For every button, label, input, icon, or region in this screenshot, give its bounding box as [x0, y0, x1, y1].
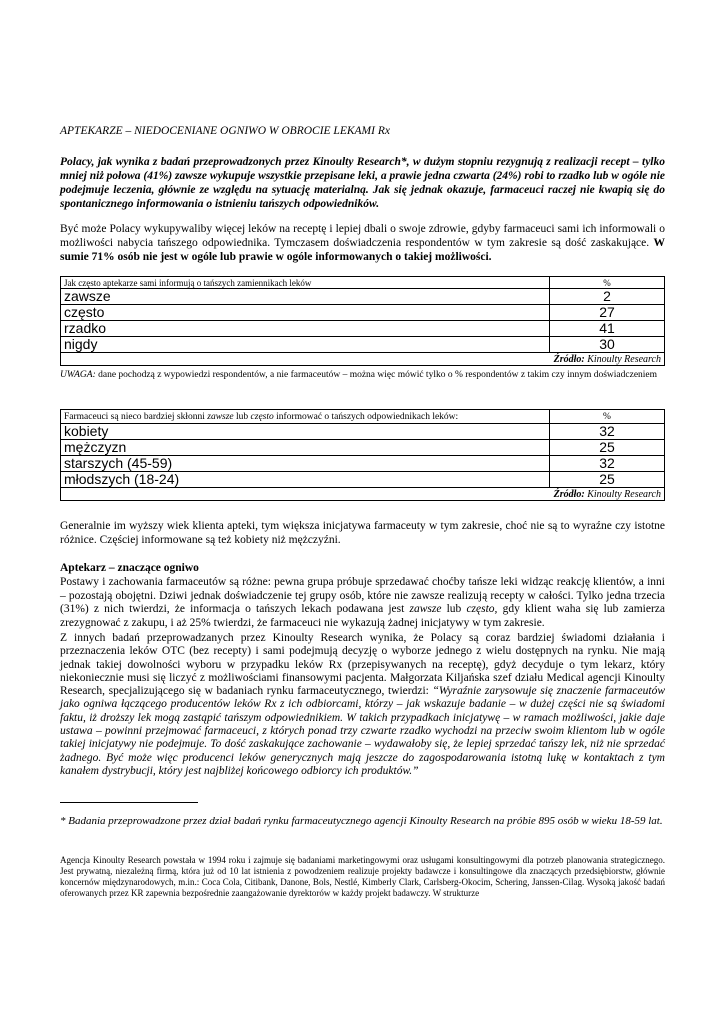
- header-part: lub: [236, 411, 249, 422]
- table-row: [61, 440, 665, 456]
- row-value: 2: [550, 289, 665, 305]
- row-value: 32: [550, 424, 665, 440]
- table-source-row: [61, 488, 665, 501]
- row-label: mężczyzn: [61, 440, 550, 456]
- table-header-unit: %: [550, 410, 665, 424]
- table-note: [60, 369, 665, 382]
- intro-paragraph: [60, 222, 665, 264]
- intro-bold-text: W sumie 71% osób nie jest w ogóle lub prawie w ogóle informowanych o takiej możliwości.: [60, 237, 666, 263]
- table-header-row: [61, 410, 665, 424]
- table-header-unit: %: [550, 277, 665, 289]
- table-row: [61, 289, 665, 305]
- row-label: zawsze: [61, 289, 550, 305]
- about-paragraph: Agencja Kinoulty Research powstała w 1994 roku i zajmuje się badaniami marketingowymi oraz usługami konsultingowymi dla potrzeb planowania strategicznego. Jest prywatną, niezależną firmą, która już od 10 lat istnienia z powodzeniem realizuje projekty badawcze i konsultingowe dla znaczących przedsiębiorstw, głównie koncernów międzynarodowych, m.in.: Coca Cola, Citibank, Danone, Bols, Nestlé, Kimberly Clark, Carlsberg-Okocim, Schering, Janssen-Cilag. Wysoką jakość badań oferowanych przez KR zapewnia bezpośrednie zaangażowanie dyrektorów w każdy projekt badawczy. W strukturze: [60, 855, 665, 898]
- row-value: 25: [550, 440, 665, 456]
- text-run: lub: [446, 603, 462, 615]
- source-name: Kinoulty Research: [587, 488, 661, 500]
- table-source: [61, 353, 665, 366]
- row-label: młodszych (18-24): [61, 472, 550, 488]
- row-label: starszych (45-59): [61, 456, 550, 472]
- header-part: Farmaceuci są nieco bardziej skłonni: [64, 411, 205, 422]
- row-value: 27: [550, 305, 665, 321]
- text-run: Z innych badań przeprowadzanych przez Kinoulty Research wynika, że Polacy są coraz bardziej świadomi działania i przeznaczenia leków OTC (bez recepty) i sami podejmują decyzję o wyborze jednego z wielu dostępnych na rynku. Nie mają jednak takiej dowolności wyboru w przypadku leków Rx (przepisywanych na receptę), gdyż decyduje o tym lekarz, który niekoniecznie musi się liczyć z możliwościami finansowymi pacjenta. Małgorzata Kiljańska szef działu Medical agencji Kinoulty Research, specjalizującego się w badaniach rynku farmaceutycznego, twierdzi:: [60, 632, 665, 698]
- table-source: [61, 488, 665, 501]
- lead-paragraph: Polacy, jak wynika z badań przeprowadzonych przez Kinoulty Research*, w dużym stopniu rezygnują z realizacji recept – tylko mniej niż połowa (41%) zawsze wykupuje wszystkie przepisane leki, a prawie jedna czwarta (24%) robi to rzadko lub w ogóle nie podejmuje leczenia, głównie ze względu na sytuację materialną. Jak się jednak okazuje, farmaceuci raczej nie kwapią się do spontanicznego informowania o istnieniu tańszych odpowiedników.: [60, 156, 665, 210]
- row-value: 41: [550, 321, 665, 337]
- table-header-row: [61, 277, 665, 289]
- intro-text: Być może Polacy wykupywaliby więcej leków na receptę i lepiej dbali o swoje zdrowie, gdyby farmaceuci sami ich informowali o możliwości nabycia tańszego odpowiednika. Tymczasem doświadczenia respondentów w tym zakresie są dość zaskakujące.: [60, 223, 665, 249]
- note-label: UWAGA:: [60, 370, 96, 380]
- header-part: informować o tańszych odpowiednikach leków:: [276, 411, 459, 422]
- table-row: [61, 424, 665, 440]
- header-part: często: [250, 411, 274, 422]
- table-demographics: [60, 409, 665, 501]
- table-row: [61, 472, 665, 488]
- table-row: [61, 337, 665, 353]
- table-inform-frequency: [60, 276, 665, 366]
- source-label: Źródło:: [553, 488, 585, 500]
- row-value: 25: [550, 472, 665, 488]
- row-value: 32: [550, 456, 665, 472]
- footnote: * Badania przeprowadzone przez dział badań rynku farmaceutycznego agencji Kinoulty Research na próbie 895 osób w wieku 18-59 lat.: [60, 815, 663, 827]
- source-label: Źródło:: [553, 353, 585, 365]
- table-header-label: Jak często aptekarze sami informują o tańszych zamiennikach leków: [61, 277, 550, 289]
- text-run: zawsze: [409, 603, 442, 615]
- table-header-label: [61, 410, 550, 424]
- row-label: często: [61, 305, 550, 321]
- text-run: często,: [466, 603, 498, 615]
- body-paragraph-1: Generalnie im wyższy wiek klienta apteki, tym większa inicjatywa farmaceuty w tym zakresie, choć nie są to wyraźne czy istotne różnice. Częściej informowane są też kobiety niż mężczyźni.: [60, 520, 665, 546]
- row-label: nigdy: [61, 337, 550, 353]
- note-text: dane pochodzą z wypowiedzi respondentów, a nie farmaceutów – można więc mówić tylko o % respondentów z takim czy innym doświadczeniem: [98, 370, 658, 380]
- text-run: Postawy i zachowania farmaceutów są różne: pewna grupa próbuje sprzedawać choćby tańsze leki widząc reakcję klientów, a inni – pozostają obojętni. Dziwi jednak doświadczenie tej grupy osób, które nie zawsze realizują recepty w całości. Tylko jedna trzecia (31%) z nich twierdzi, że informacja o tańszych lekach podawana jest: [60, 576, 665, 615]
- table-row: [61, 456, 665, 472]
- source-name: Kinoulty Research: [587, 353, 661, 365]
- text-run: gdy klient waha się lub zamierza zrezygnować z zakupu, i aż 25% twierdzi, że farmaceuci nie wykazują żadnej inicjatywy w tym zakresie.: [60, 603, 666, 629]
- table-row: [61, 321, 665, 337]
- table-row: [61, 305, 665, 321]
- body-paragraph-2: [60, 576, 665, 630]
- footnote-separator: [60, 802, 198, 803]
- body-paragraph-3: [60, 632, 665, 778]
- quote-text: “Wyraźnie zarysowuje się znaczenie farmaceutów jako ogniwa łączącego producentów leków Rx z ich odbiorcami, którzy – jak wskazuje badanie – w dużej części nie są świadomi faktu, iż droższy lek mogą zastąpić tańszym odpowiednikiem. W takich przypadkach inicjatywę – w ramach możliwości, jakie daje ustawa – powinni przejmować farmaceuci, z których ponad trzy czwarte rzadko wychodzi na przeciw swoim klientom lub w ogóle takiej inicjatywy nie podejmuje. To dość zaskakujące zachowanie – wydawałoby się, że lepiej sprzedać tańszy lek, niż nie sprzedać żadnego. Być może więc producenci leków generycznych mają jeszcze do zagospodarowania istotną lukę w kontaktach z tym kanałem dystrybucji, który jest najbliżej końcowego odbiorcy ich produktów.”: [60, 685, 665, 777]
- row-label: rzadko: [61, 321, 550, 337]
- section-title: Aptekarz – znaczące ogniwo: [60, 562, 199, 574]
- article-title: APTEKARZE – NIEDOCENIANE OGNIWO W OBROCIE LEKAMI Rx: [60, 125, 390, 137]
- row-label: kobiety: [61, 424, 550, 440]
- table-source-row: [61, 353, 665, 366]
- header-part: zawsze: [207, 411, 234, 422]
- row-value: 30: [550, 337, 665, 353]
